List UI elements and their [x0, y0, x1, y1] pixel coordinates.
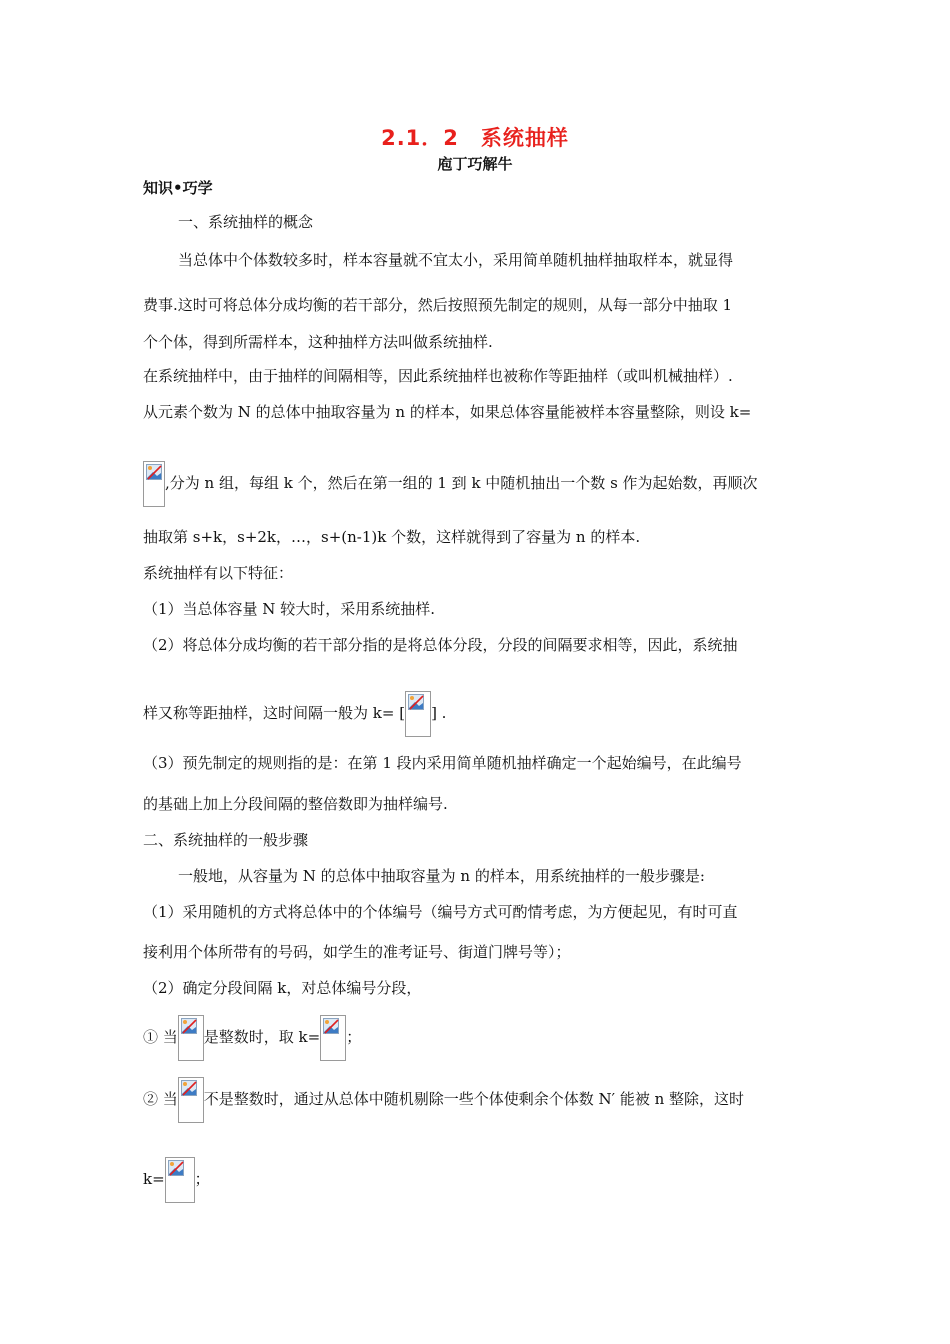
page-title: 2.1．2 系统抽样 — [381, 126, 569, 150]
paragraph-line-with-formula — [143, 458, 758, 508]
text-span: 不是整数时，通过从总体中随机剔除一些个体使剩余个体数 N′ 能被 n 整除，这时 — [203, 1090, 745, 1108]
section-label: 知识•巧学 — [143, 179, 213, 197]
broken-image-icon — [168, 1160, 184, 1176]
paragraph-line-with-formula — [143, 1154, 210, 1204]
heading-concept: 一、系统抽样的概念 — [178, 213, 314, 231]
heading-steps: 二、系统抽样的一般步骤 — [143, 831, 309, 849]
broken-image-icon — [181, 1018, 197, 1034]
formula-image — [320, 1015, 346, 1061]
broken-image-icon — [408, 694, 424, 710]
text-span: 样又称等距抽样，这时间隔一般为 k= [ — [143, 704, 406, 722]
paragraph-line-with-formula — [143, 1074, 744, 1124]
paragraph-line: 系统抽样有以下特征： — [143, 564, 294, 582]
broken-image-icon — [146, 464, 162, 480]
broken-image-icon — [323, 1018, 339, 1034]
text-span: ； — [346, 1028, 362, 1046]
paragraph-line-with-formula — [143, 1012, 361, 1062]
text-span: ① 当 — [143, 1028, 178, 1046]
list-item: （3）预先制定的规则指的是：在第 1 段内采用简单随机抽样确定一个起始编号，在此编号 — [143, 754, 742, 772]
paragraph-line-with-formula — [143, 688, 446, 738]
paragraph-line: 一般地，从容量为 N 的总体中抽取容量为 n 的样本，用系统抽样的一般步骤是: — [178, 867, 705, 885]
formula-image — [165, 1157, 195, 1203]
formula-image — [405, 691, 431, 737]
paragraph-line: 在系统抽样中，由于抽样的间隔相等，因此系统抽样也被称作等距抽样（或叫机械抽样）. — [143, 367, 733, 385]
formula-image — [178, 1077, 204, 1123]
text-span: ,分为 n 组，每组 k 个，然后在第一组的 1 到 k 中随机抽出一个数 s 作为起始数，再顺次 — [165, 474, 758, 492]
list-item: （2）将总体分成均衡的若干部分指的是将总体分段，分段的间隔要求相等，因此，系统抽 — [143, 636, 738, 654]
broken-image-icon — [181, 1080, 197, 1096]
paragraph-line: 当总体中个体数较多时，样本容量就不宜太小，采用简单随机抽样抽取样本，就显得 — [178, 251, 734, 269]
formula-image — [178, 1015, 204, 1061]
paragraph-line: 个个体，得到所需样本，这种抽样方法叫做系统抽样. — [143, 333, 493, 351]
paragraph-line: 的基础上加上分段间隔的整倍数即为抽样编号. — [143, 795, 448, 813]
paragraph-line: 从元素个数为 N 的总体中抽取容量为 n 的样本，如果总体容量能被样本容量整除，则设 k= — [143, 403, 752, 421]
text-span: ② 当 — [143, 1090, 178, 1108]
text-span: 是整数时，取 k= — [203, 1028, 321, 1046]
list-item: （1）采用随机的方式将总体中的个体编号（编号方式可酌情考虑，为方便起见，有时可直 — [143, 903, 738, 921]
formula-image — [143, 461, 165, 507]
list-item: （2）确定分段间隔 k，对总体编号分段， — [143, 979, 422, 997]
text-span: ] . — [431, 704, 447, 722]
list-item: （1）当总体容量 N 较大时，采用系统抽样. — [143, 600, 435, 618]
text-span: ； — [194, 1170, 210, 1188]
paragraph-line: 抽取第 s+k，s+2k，…，s+(n-1)k 个数，这样就得到了容量为 n 的样本. — [143, 528, 641, 546]
paragraph-line: 接利用个体所带有的号码，如学生的准考证号、街道门牌号等）； — [143, 943, 571, 961]
text-span: k= — [143, 1170, 165, 1188]
page-subtitle: 庖丁巧解牛 — [437, 155, 513, 173]
paragraph-line: 费事.这时可将总体分成均衡的若干部分，然后按照预先制定的规则，从每一部分中抽取 1 — [143, 296, 733, 314]
